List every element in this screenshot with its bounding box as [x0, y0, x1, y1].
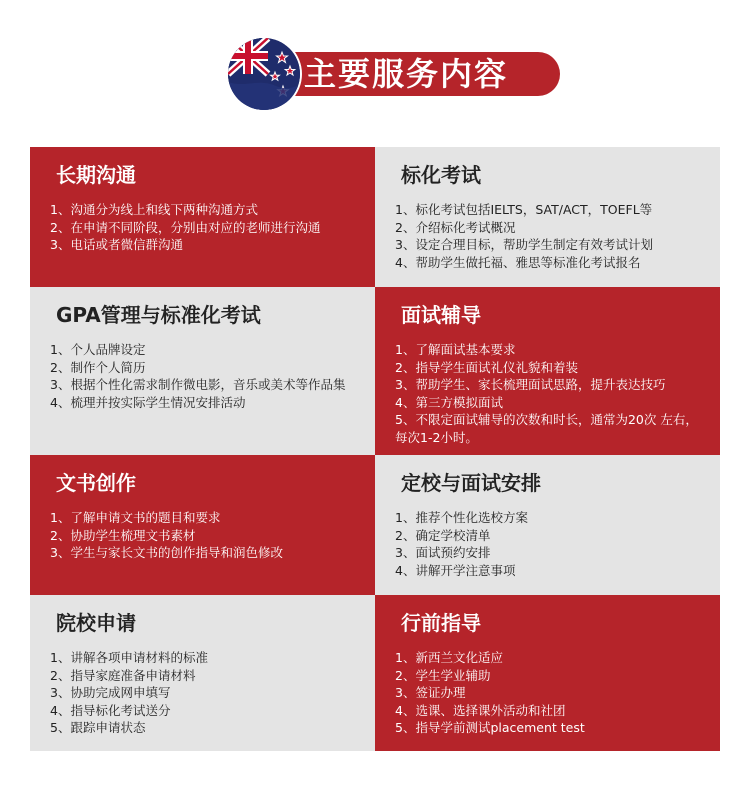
- list-item: 1、了解面试基本要求: [395, 342, 516, 357]
- list-item: 3、协助完成网申填写: [50, 685, 171, 700]
- list-item: 2、制作个人简历: [50, 359, 146, 375]
- service-title: 文书创作: [56, 471, 136, 495]
- list-item: 2、确定学校清单: [395, 527, 491, 543]
- list-item: 4、讲解开学注意事项: [395, 562, 516, 578]
- list-item: 4、选课、选择课外活动和社团: [395, 702, 566, 718]
- list-item: 1、个人品牌设定: [50, 342, 146, 357]
- service-card-gpa: [30, 287, 375, 455]
- list-item: 1、讲解各项申请材料的标准: [50, 650, 208, 665]
- service-card-school-selection: [375, 455, 720, 595]
- list-item: 5、不限定面试辅导的次数和时长，通常为20次 左右，每次1-2小时。: [395, 412, 698, 445]
- list-item: 4、梳理并按实际学生情况安排活动: [50, 394, 246, 410]
- service-items: [395, 201, 706, 271]
- list-item: 2、协助学生梳理文书素材: [50, 527, 196, 543]
- service-card-essay-writing: [30, 455, 375, 595]
- service-card-pre-departure: [375, 595, 720, 751]
- list-item: 4、第三方模拟面试: [395, 394, 503, 410]
- list-item: 3、面试预约安排: [395, 545, 491, 560]
- service-items: [50, 509, 361, 562]
- service-title: 标化考试: [401, 163, 481, 187]
- service-title: 面试辅导: [401, 303, 481, 327]
- list-item: 1、新西兰文化适应: [395, 650, 503, 665]
- service-items: [50, 201, 361, 254]
- service-items: [395, 341, 706, 446]
- list-item: 5、跟踪申请状态: [50, 720, 146, 735]
- service-card-application: [30, 595, 375, 751]
- list-item: 1、沟通分为线上和线下两种沟通方式: [50, 202, 258, 217]
- service-title: 长期沟通: [56, 163, 136, 187]
- service-title: 行前指导: [401, 611, 481, 635]
- list-item: 1、了解申请文书的题目和要求: [50, 510, 221, 525]
- service-items: [395, 509, 706, 579]
- list-item: 2、指导学生面试礼仪礼貌和着装: [395, 359, 578, 375]
- section-header: [228, 38, 566, 110]
- service-title: 院校申请: [56, 611, 136, 635]
- service-items: [395, 649, 706, 737]
- list-item: 2、指导家庭准备申请材料: [50, 667, 196, 683]
- list-item: 3、设定合理目标，帮助学生制定有效考试计划: [395, 237, 653, 252]
- list-item: 4、指导标化考试送分: [50, 702, 171, 718]
- list-item: 5、指导学前测试placement test: [395, 720, 585, 735]
- list-item: 1、标化考试包括IELTS，SAT/ACT，TOEFL等: [395, 202, 653, 217]
- list-item: 2、在申请不同阶段，分别由对应的老师进行沟通: [50, 219, 321, 235]
- service-title: GPA管理与标准化考试: [56, 303, 261, 327]
- page-title: 主要服务内容: [304, 55, 509, 93]
- list-item: 1、推荐个性化选校方案: [395, 510, 528, 525]
- list-item: 2、介绍标化考试概况: [395, 219, 516, 235]
- list-item: 3、帮助学生、家长梳理面试思路，提升表达技巧: [395, 377, 666, 392]
- service-items: [50, 649, 361, 737]
- flag-graphic: [228, 38, 300, 110]
- service-card-interview-coaching: [375, 287, 720, 455]
- new-zealand-flag-icon: [228, 38, 300, 110]
- service-card-communication: [30, 147, 375, 287]
- service-card-standardized-tests: [375, 147, 720, 287]
- services-grid: [30, 147, 720, 751]
- list-item: 3、根据个性化需求制作微电影，音乐或美术等作品集: [50, 377, 346, 392]
- service-title: 定校与面试安排: [401, 471, 541, 495]
- service-items: [50, 341, 361, 411]
- list-item: 3、电话或者微信群沟通: [50, 237, 183, 252]
- list-item: 3、学生与家长文书的创作指导和润色修改: [50, 545, 283, 560]
- list-item: 4、帮助学生做托福、雅思等标准化考试报名: [395, 254, 641, 270]
- list-item: 2、学生学业辅助: [395, 667, 491, 683]
- list-item: 3、签证办理: [395, 685, 466, 700]
